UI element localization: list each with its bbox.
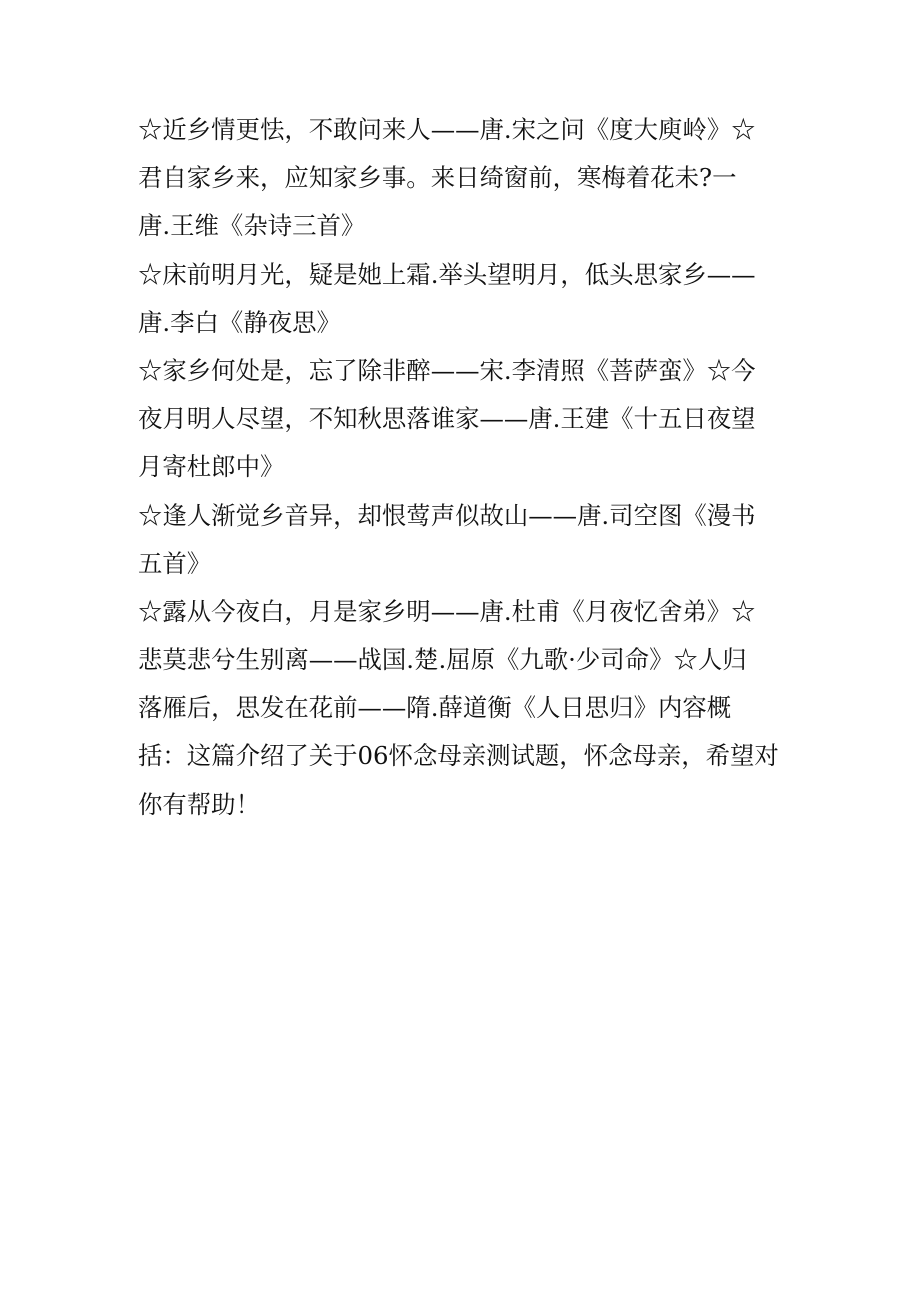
text-line: ☆露从今夜白，月是家乡明——唐.杜甫《月夜忆舍弟》☆: [138, 596, 756, 626]
text-line: 夜月明人尽望，不知秋思落谁家——唐.王建《十五日夜望: [138, 404, 756, 434]
text-line: ☆床前明月光，疑是她上霜.举头望明月，低头思家乡——: [138, 259, 756, 289]
document-body: [138, 106, 784, 829]
text-line: 君自家乡来，应知家乡事。来日绮窗前，寒梅着花未?一: [138, 163, 737, 193]
text-line: ☆家乡何处是，忘了除非醉——宋.李清照《菩萨蛮》☆今: [138, 355, 756, 385]
text-line: 五首》: [138, 548, 212, 578]
text-line: 悲莫悲兮生别离——战国.楚.屈原《九歌·少司命》☆人归: [138, 645, 747, 675]
text-line: 你有帮助！: [138, 789, 260, 819]
text-line: ☆近乡情更怯，不敢问来人——唐.宋之问《度大庾岭》☆: [138, 115, 756, 144]
text-line: 唐.李白《静夜思》: [138, 307, 341, 337]
text-line: 月寄杜郎中》: [138, 452, 285, 482]
text-line: ☆逢人渐觉乡音异，却恨莺声似故山——唐.司空图《漫书: [138, 500, 756, 530]
text-line: 唐.王维《杂诗三首》: [138, 211, 366, 241]
text-line: 落雁后，思发在花前——隋.薛道衡《人日思归》内容概: [138, 693, 732, 723]
text-line: 括：这篇介绍了关于06怀念母亲测试题，怀念母亲，希望对: [138, 741, 779, 771]
